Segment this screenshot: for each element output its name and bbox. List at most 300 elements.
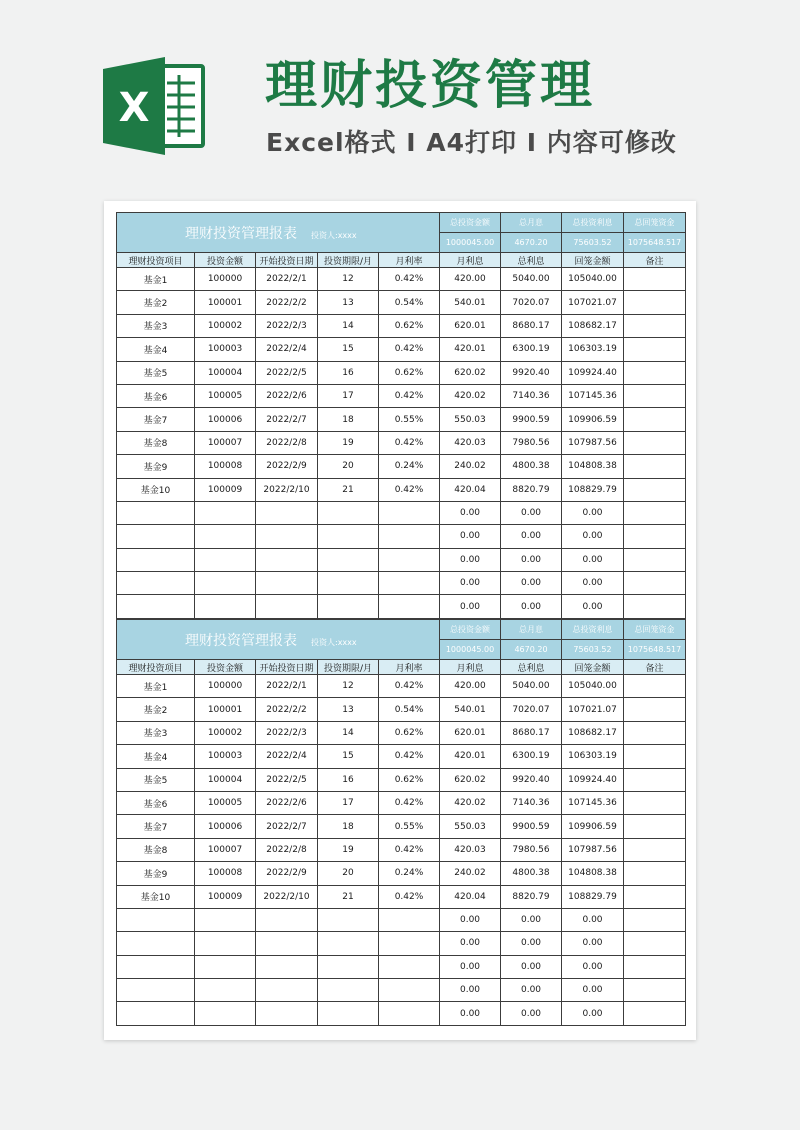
table-cell[interactable] [195, 548, 256, 571]
table-cell[interactable] [195, 1002, 256, 1025]
table-cell[interactable]: 4800.38 [501, 455, 562, 478]
table-cell[interactable]: 7140.36 [501, 791, 562, 814]
table-cell[interactable]: 12 [318, 675, 379, 698]
table-cell[interactable]: 2022/2/9 [256, 862, 318, 885]
table-cell[interactable]: 100009 [195, 885, 256, 908]
table-cell[interactable]: 100006 [195, 815, 256, 838]
table-row [117, 384, 686, 407]
table-cell[interactable]: 107145.36 [562, 384, 624, 407]
table-cell[interactable]: 4800.38 [501, 862, 562, 885]
table-cell[interactable] [117, 572, 195, 595]
table-cell[interactable] [624, 675, 686, 698]
summary-label: 总投资利息 [562, 620, 624, 640]
table-cell[interactable] [256, 501, 318, 524]
table-cell[interactable]: 0.24% [379, 862, 440, 885]
table-cell[interactable] [624, 815, 686, 838]
table-cell[interactable] [117, 548, 195, 571]
table-cell[interactable]: 基金1 [117, 268, 195, 291]
table-row [117, 979, 686, 1002]
summary-value: 1000045.00 [440, 233, 501, 253]
table-cell[interactable]: 2022/2/2 [256, 698, 318, 721]
table-cell[interactable]: 108829.79 [562, 478, 624, 501]
table-cell[interactable] [624, 721, 686, 744]
table-cell[interactable]: 7980.56 [501, 838, 562, 861]
table-cell[interactable]: 19 [318, 431, 379, 454]
table-cell[interactable]: 2022/2/2 [256, 291, 318, 314]
table-cell[interactable]: 0.00 [562, 572, 624, 595]
table-cell[interactable]: 5040.00 [501, 268, 562, 291]
table-cell[interactable] [379, 501, 440, 524]
table-cell[interactable]: 0.00 [562, 979, 624, 1002]
table-cell[interactable] [256, 572, 318, 595]
table-cell[interactable] [318, 501, 379, 524]
table-cell[interactable]: 2022/2/4 [256, 745, 318, 768]
table-cell[interactable] [256, 595, 318, 618]
investment-table-1 [116, 212, 686, 619]
table-cell[interactable]: 100004 [195, 768, 256, 791]
column-header: 理财投资项目 [117, 660, 195, 675]
summary-value: 1000045.00 [440, 640, 501, 660]
table-cell[interactable]: 2022/2/10 [256, 478, 318, 501]
table-cell[interactable]: 20 [318, 455, 379, 478]
table-cell[interactable]: 13 [318, 698, 379, 721]
table-cell[interactable]: 0.00 [562, 908, 624, 931]
table-row [117, 885, 686, 908]
table-row [117, 1002, 686, 1025]
column-header: 投资期限/月 [318, 253, 379, 268]
table-cell[interactable]: 420.04 [440, 478, 501, 501]
table-cell[interactable]: 基金7 [117, 815, 195, 838]
table-cell[interactable] [195, 501, 256, 524]
table-cell[interactable] [624, 291, 686, 314]
table-cell[interactable]: 100006 [195, 408, 256, 431]
table-cell[interactable]: 107021.07 [562, 698, 624, 721]
table-cell[interactable]: 0.00 [440, 548, 501, 571]
table-cell[interactable]: 0.00 [440, 932, 501, 955]
table-cell[interactable]: 0.00 [501, 955, 562, 978]
table-cell[interactable] [318, 979, 379, 1002]
table-cell[interactable]: 0.42% [379, 791, 440, 814]
table-cell[interactable]: 0.00 [562, 955, 624, 978]
table-cell[interactable] [318, 595, 379, 618]
investment-table-2 [116, 619, 686, 1026]
table-cell[interactable]: 8680.17 [501, 721, 562, 744]
table-cell[interactable]: 107987.56 [562, 838, 624, 861]
table-cell[interactable]: 0.00 [440, 501, 501, 524]
table-cell[interactable]: 19 [318, 838, 379, 861]
table-cell[interactable]: 108682.17 [562, 314, 624, 337]
table-cell[interactable]: 620.02 [440, 361, 501, 384]
table-cell[interactable]: 0.00 [562, 548, 624, 571]
table-cell[interactable]: 0.54% [379, 698, 440, 721]
table-cell[interactable]: 420.00 [440, 268, 501, 291]
table-cell[interactable]: 2022/2/6 [256, 791, 318, 814]
table-cell[interactable] [117, 932, 195, 955]
table-cell[interactable]: 420.04 [440, 885, 501, 908]
table-cell[interactable]: 0.00 [501, 1002, 562, 1025]
table-cell[interactable]: 0.00 [562, 932, 624, 955]
table-cell[interactable]: 0.62% [379, 721, 440, 744]
table-cell[interactable]: 8680.17 [501, 314, 562, 337]
table-cell[interactable]: 9900.59 [501, 408, 562, 431]
table-cell[interactable]: 9900.59 [501, 815, 562, 838]
table-cell[interactable] [318, 525, 379, 548]
table-cell[interactable] [256, 548, 318, 571]
table-cell[interactable]: 107021.07 [562, 291, 624, 314]
table-row [117, 745, 686, 768]
table-cell[interactable] [379, 979, 440, 1002]
table-cell[interactable]: 0.00 [501, 908, 562, 931]
column-header-row [117, 660, 686, 675]
table-cell[interactable] [379, 955, 440, 978]
table-cell[interactable] [379, 548, 440, 571]
table-cell[interactable]: 基金10 [117, 478, 195, 501]
table-cell[interactable]: 0.00 [440, 955, 501, 978]
table-cell[interactable] [117, 595, 195, 618]
table-cell[interactable]: 12 [318, 268, 379, 291]
table-cell[interactable]: 2022/2/5 [256, 768, 318, 791]
table-cell[interactable]: 基金8 [117, 431, 195, 454]
table-cell[interactable]: 0.62% [379, 768, 440, 791]
table-cell[interactable]: 基金1 [117, 675, 195, 698]
table-cell[interactable]: 100002 [195, 314, 256, 337]
summary-value: 4670.20 [501, 640, 562, 660]
table-cell[interactable] [624, 268, 686, 291]
table-cell[interactable] [195, 908, 256, 931]
table-cell[interactable]: 2022/2/1 [256, 675, 318, 698]
table-cell[interactable]: 2022/2/3 [256, 721, 318, 744]
table-cell[interactable]: 基金10 [117, 885, 195, 908]
table-cell[interactable]: 420.01 [440, 338, 501, 361]
table-row [117, 955, 686, 978]
table-cell[interactable]: 7020.07 [501, 698, 562, 721]
table-cell[interactable]: 2022/2/7 [256, 815, 318, 838]
summary-label: 总投资金额 [440, 213, 501, 233]
table-cell[interactable]: 0.00 [440, 572, 501, 595]
table-cell[interactable] [379, 595, 440, 618]
table-cell[interactable] [624, 1002, 686, 1025]
table-cell[interactable] [624, 501, 686, 524]
table-cell[interactable] [379, 525, 440, 548]
table-cell[interactable] [624, 548, 686, 571]
table-cell[interactable] [195, 595, 256, 618]
table-cell[interactable]: 100003 [195, 745, 256, 768]
table-cell[interactable]: 基金9 [117, 455, 195, 478]
table-cell[interactable]: 2022/2/5 [256, 361, 318, 384]
column-header: 总利息 [501, 660, 562, 675]
table-cell[interactable] [318, 955, 379, 978]
table-cell[interactable]: 104808.38 [562, 862, 624, 885]
table-cell[interactable]: 0.00 [501, 979, 562, 1002]
table-cell[interactable]: 16 [318, 361, 379, 384]
table-cell[interactable]: 106303.19 [562, 338, 624, 361]
table-cell[interactable] [624, 932, 686, 955]
table-cell[interactable] [117, 525, 195, 548]
table-cell[interactable]: 基金6 [117, 384, 195, 407]
table-cell[interactable]: 基金6 [117, 791, 195, 814]
table-cell[interactable]: 0.00 [501, 595, 562, 618]
table-cell[interactable]: 0.00 [562, 525, 624, 548]
table-cell[interactable]: 2022/2/4 [256, 338, 318, 361]
table-cell[interactable]: 0.24% [379, 455, 440, 478]
table-cell[interactable] [318, 572, 379, 595]
table-cell[interactable]: 基金4 [117, 338, 195, 361]
table-cell[interactable] [256, 1002, 318, 1025]
table-row [117, 595, 686, 618]
table-cell[interactable]: 109924.40 [562, 768, 624, 791]
table-cell[interactable]: 18 [318, 408, 379, 431]
table-cell[interactable] [624, 862, 686, 885]
table-cell[interactable] [624, 768, 686, 791]
table-cell[interactable] [379, 908, 440, 931]
table-cell[interactable]: 17 [318, 384, 379, 407]
table-cell[interactable] [624, 572, 686, 595]
table-cell[interactable] [624, 791, 686, 814]
table-cell[interactable]: 620.02 [440, 768, 501, 791]
table-cell[interactable]: 基金9 [117, 862, 195, 885]
table-cell[interactable]: 0.00 [501, 525, 562, 548]
table-cell[interactable]: 100008 [195, 862, 256, 885]
table-cell[interactable]: 100008 [195, 455, 256, 478]
table-cell[interactable] [624, 885, 686, 908]
table-cell[interactable] [195, 932, 256, 955]
table-cell[interactable]: 9920.40 [501, 361, 562, 384]
table-cell[interactable]: 基金4 [117, 745, 195, 768]
table-cell[interactable]: 420.02 [440, 384, 501, 407]
table-cell[interactable]: 0.42% [379, 745, 440, 768]
table-cell[interactable]: 0.00 [562, 595, 624, 618]
table-cell[interactable]: 8820.79 [501, 885, 562, 908]
table-cell[interactable]: 2022/2/8 [256, 431, 318, 454]
table-cell[interactable]: 2022/2/1 [256, 268, 318, 291]
table-cell[interactable] [256, 525, 318, 548]
table-cell[interactable]: 420.01 [440, 745, 501, 768]
table-cell[interactable] [256, 908, 318, 931]
table-cell[interactable] [624, 478, 686, 501]
table-cell[interactable]: 基金3 [117, 314, 195, 337]
table-cell[interactable]: 109906.59 [562, 408, 624, 431]
table-cell[interactable] [318, 932, 379, 955]
table-cell[interactable]: 2022/2/6 [256, 384, 318, 407]
table-cell[interactable]: 6300.19 [501, 745, 562, 768]
table-cell[interactable]: 5040.00 [501, 675, 562, 698]
table-cell[interactable] [624, 431, 686, 454]
table-cell[interactable] [379, 1002, 440, 1025]
table-cell[interactable]: 0.42% [379, 268, 440, 291]
table-cell[interactable]: 基金5 [117, 768, 195, 791]
table-cell[interactable] [195, 572, 256, 595]
table-cell[interactable]: 620.01 [440, 721, 501, 744]
table-cell[interactable]: 0.00 [501, 572, 562, 595]
table-row [117, 291, 686, 314]
table-cell[interactable]: 100002 [195, 721, 256, 744]
table-cell[interactable]: 107987.56 [562, 431, 624, 454]
table-cell[interactable] [624, 698, 686, 721]
table-cell[interactable]: 0.62% [379, 314, 440, 337]
table-cell[interactable]: 基金8 [117, 838, 195, 861]
column-header: 备注 [624, 253, 686, 268]
table-cell[interactable] [624, 361, 686, 384]
table-cell[interactable] [624, 595, 686, 618]
table-cell[interactable]: 240.02 [440, 455, 501, 478]
table-cell[interactable]: 109906.59 [562, 815, 624, 838]
table-cell[interactable]: 6300.19 [501, 338, 562, 361]
table-cell[interactable]: 0.00 [501, 548, 562, 571]
table-cell[interactable]: 420.03 [440, 431, 501, 454]
table-cell[interactable]: 620.01 [440, 314, 501, 337]
table-cell[interactable] [624, 455, 686, 478]
table-cell[interactable]: 105040.00 [562, 675, 624, 698]
table-cell[interactable]: 2022/2/3 [256, 314, 318, 337]
table-cell[interactable]: 8820.79 [501, 478, 562, 501]
table-cell[interactable]: 0.42% [379, 675, 440, 698]
table-cell[interactable]: 0.42% [379, 478, 440, 501]
table-cell[interactable]: 100001 [195, 698, 256, 721]
table-cell[interactable]: 2022/2/8 [256, 838, 318, 861]
table-row [117, 862, 686, 885]
table-cell[interactable]: 0.54% [379, 291, 440, 314]
table-cell[interactable]: 100005 [195, 791, 256, 814]
table-cell[interactable]: 基金2 [117, 291, 195, 314]
table-cell[interactable] [624, 908, 686, 931]
table-cell[interactable]: 0.42% [379, 338, 440, 361]
table-cell[interactable] [624, 408, 686, 431]
table-cell[interactable]: 0.00 [440, 525, 501, 548]
table-cell[interactable]: 2022/2/9 [256, 455, 318, 478]
table-cell[interactable]: 2022/2/10 [256, 885, 318, 908]
table-cell[interactable]: 9920.40 [501, 768, 562, 791]
table-cell[interactable]: 100001 [195, 291, 256, 314]
table-cell[interactable]: 18 [318, 815, 379, 838]
table-cell[interactable] [256, 955, 318, 978]
table-cell[interactable]: 100007 [195, 838, 256, 861]
table-cell[interactable]: 14 [318, 721, 379, 744]
table-cell[interactable]: 13 [318, 291, 379, 314]
table-cell[interactable]: 0.42% [379, 384, 440, 407]
table-cell[interactable] [624, 338, 686, 361]
table-cell[interactable]: 540.01 [440, 291, 501, 314]
table-cell[interactable]: 420.00 [440, 675, 501, 698]
table-cell[interactable] [318, 1002, 379, 1025]
table-cell[interactable]: 106303.19 [562, 745, 624, 768]
table-cell[interactable]: 14 [318, 314, 379, 337]
table-cell[interactable]: 7980.56 [501, 431, 562, 454]
table-cell[interactable] [624, 745, 686, 768]
table-cell[interactable] [318, 908, 379, 931]
table-cell[interactable]: 0.00 [562, 501, 624, 524]
table-cell[interactable] [318, 548, 379, 571]
table-cell[interactable]: 21 [318, 478, 379, 501]
column-header: 投资期限/月 [318, 660, 379, 675]
table-cell[interactable]: 基金2 [117, 698, 195, 721]
table-cell[interactable] [117, 955, 195, 978]
table-cell[interactable]: 0.00 [562, 1002, 624, 1025]
summary-label: 总投资金额 [440, 620, 501, 640]
table-cell[interactable] [624, 838, 686, 861]
table-cell[interactable]: 20 [318, 862, 379, 885]
table-cell[interactable]: 100009 [195, 478, 256, 501]
table-cell[interactable]: 15 [318, 745, 379, 768]
table-cell[interactable] [624, 384, 686, 407]
table-cell[interactable]: 0.00 [501, 932, 562, 955]
table-cell[interactable] [117, 979, 195, 1002]
table-cell[interactable]: 0.42% [379, 431, 440, 454]
table-cell[interactable]: 0.00 [501, 501, 562, 524]
table-cell[interactable]: 7020.07 [501, 291, 562, 314]
table-cell[interactable] [624, 525, 686, 548]
table-cell[interactable]: 15 [318, 338, 379, 361]
table-cell[interactable]: 100005 [195, 384, 256, 407]
table-cell[interactable] [379, 572, 440, 595]
table-cell[interactable]: 420.03 [440, 838, 501, 861]
table-cell[interactable] [117, 908, 195, 931]
table-cell[interactable] [256, 932, 318, 955]
table-cell[interactable]: 0.00 [440, 595, 501, 618]
table-cell[interactable] [195, 979, 256, 1002]
table-cell[interactable]: 100000 [195, 675, 256, 698]
table-cell[interactable]: 100007 [195, 431, 256, 454]
table-cell[interactable]: 0.00 [440, 979, 501, 1002]
table-cell[interactable]: 105040.00 [562, 268, 624, 291]
column-header: 总利息 [501, 253, 562, 268]
table-cell[interactable]: 2022/2/7 [256, 408, 318, 431]
table-cell[interactable] [256, 979, 318, 1002]
table-cell[interactable] [117, 1002, 195, 1025]
table-cell[interactable]: 550.03 [440, 815, 501, 838]
table-cell[interactable]: 420.02 [440, 791, 501, 814]
column-header: 月利率 [379, 253, 440, 268]
table-cell[interactable]: 108829.79 [562, 885, 624, 908]
table-cell[interactable]: 7140.36 [501, 384, 562, 407]
table-cell[interactable]: 0.00 [440, 908, 501, 931]
table-cell[interactable]: 17 [318, 791, 379, 814]
table-cell[interactable]: 100000 [195, 268, 256, 291]
table-cell[interactable]: 基金3 [117, 721, 195, 744]
table-cell[interactable]: 104808.38 [562, 455, 624, 478]
table-cell[interactable]: 108682.17 [562, 721, 624, 744]
table-cell[interactable] [624, 979, 686, 1002]
column-header: 开始投资日期 [256, 253, 318, 268]
table-row [117, 572, 686, 595]
table-cell[interactable]: 100003 [195, 338, 256, 361]
table-cell[interactable] [117, 501, 195, 524]
summary-value: 4670.20 [501, 233, 562, 253]
table-cell[interactable]: 0.62% [379, 361, 440, 384]
table-cell[interactable]: 109924.40 [562, 361, 624, 384]
table-cell[interactable]: 16 [318, 768, 379, 791]
table-cell[interactable]: 0.42% [379, 838, 440, 861]
table-cell[interactable]: 240.02 [440, 862, 501, 885]
table-cell[interactable]: 0.55% [379, 408, 440, 431]
table-cell[interactable]: 0.00 [440, 1002, 501, 1025]
table-cell[interactable]: 100004 [195, 361, 256, 384]
summary-label: 总回笼资金 [624, 213, 686, 233]
table-row [117, 408, 686, 431]
table-cell[interactable]: 107145.36 [562, 791, 624, 814]
table-cell[interactable] [195, 525, 256, 548]
table-cell[interactable]: 0.55% [379, 815, 440, 838]
table-cell[interactable] [195, 955, 256, 978]
table-cell[interactable]: 基金5 [117, 361, 195, 384]
table-cell[interactable] [624, 955, 686, 978]
table-cell[interactable] [624, 314, 686, 337]
table-cell[interactable]: 21 [318, 885, 379, 908]
table-cell[interactable]: 0.42% [379, 885, 440, 908]
table-cell[interactable] [379, 932, 440, 955]
table-cell[interactable]: 基金7 [117, 408, 195, 431]
table-cell[interactable]: 540.01 [440, 698, 501, 721]
table-cell[interactable]: 550.03 [440, 408, 501, 431]
